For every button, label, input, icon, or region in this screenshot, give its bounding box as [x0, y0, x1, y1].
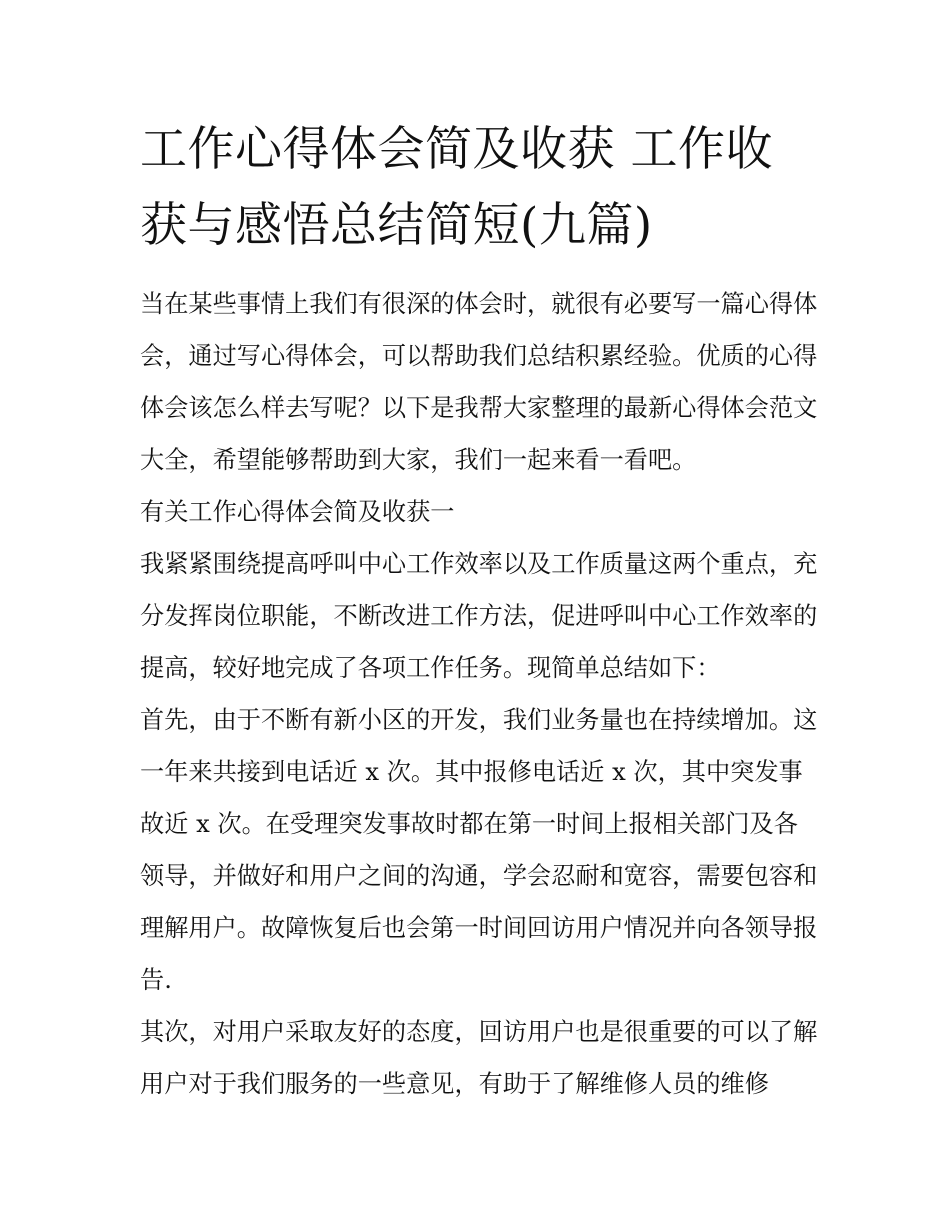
body-paragraph: 我紧紧围绕提高呼叫中心工作效率以及工作质量这两个重点，充分发挥岗位职能，不断改进工作方法，促进呼叫中心工作效率的提高，较好地完成了各项工作任务。现简单总结如下： — [140, 550, 818, 682]
document-content — [140, 112, 820, 1110]
body-paragraph: 首先，由于不断有新小区的开发，我们业务量也在持续增加。这一年来共接到电话近 x 次。其中报修电话近 x 次，其中突发事故近 x 次。在受理突发事故时都在第一时间上报相关部门及各领导，并做好和用户之间的沟通，学会忍耐和宽容，需要包容和理解用户。故障恢复后也会第一时间回访用户情况并向各领导报告. — [140, 706, 818, 994]
body-paragraph: 其次，对用户采取友好的态度，回访用户也是很重要的可以了解用户对于我们服务的一些意见，有助于了解维修人员的维修 — [140, 1018, 818, 1098]
document-body — [140, 278, 820, 1110]
document-title: 工作心得体会简及收获 工作收获与感悟总结简短(九篇) — [140, 122, 773, 253]
intro-paragraph: 当在某些事情上我们有很深的体会时，就很有必要写一篇心得体会，通过写心得体会，可以帮助我们总结积累经验。优质的心得体会该怎么样去写呢？以下是我帮大家整理的最新心得体会范文大全，希望能够帮助到大家，我们一起来看一看吧。 — [140, 290, 818, 474]
section-heading: 有关工作心得体会简及收获一 — [140, 498, 455, 526]
